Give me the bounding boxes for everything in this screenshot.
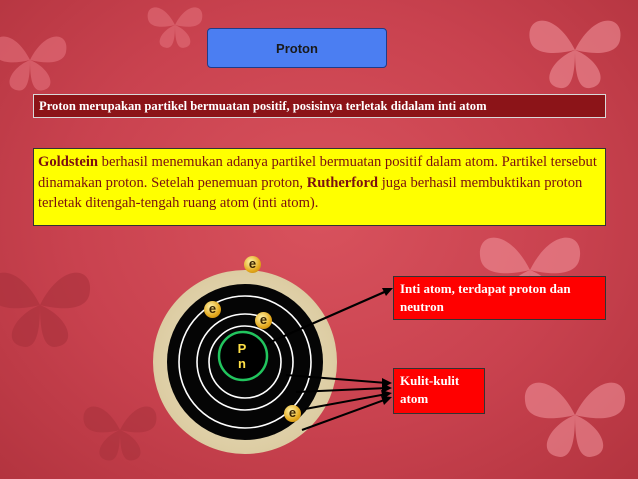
electron: e (284, 405, 301, 422)
electron: e (204, 301, 221, 318)
slide-subtitle: Proton merupakan partikel bermuatan positif, posisinya terletak didalam inti atom (33, 94, 606, 118)
neutron-symbol: n (238, 356, 246, 371)
proton-symbol: P (237, 341, 247, 356)
electron: e (244, 256, 261, 273)
pointer-arrowhead (381, 396, 392, 405)
electron: e (255, 312, 272, 329)
description-text: juga berhasil membuktikan proton terletak ditengah-tengah ruang atom (inti atom). (38, 174, 583, 211)
description-text: berhasil menemukan adanya partikel bermuatan positif dalam atom. Partikel tersebut dinamakan proton. Setelah penemuan proton, (38, 154, 597, 191)
nucleus-callout: Inti atom, terdapat proton dan neutron (393, 276, 606, 320)
slide-title: Proton (207, 28, 387, 68)
scientist-rutherford: Rutherford (306, 174, 379, 191)
shells-callout: Kulit-kulit atom (393, 368, 485, 414)
scientist-goldstein: Goldstein (38, 154, 99, 170)
nucleus-label (232, 341, 252, 371)
